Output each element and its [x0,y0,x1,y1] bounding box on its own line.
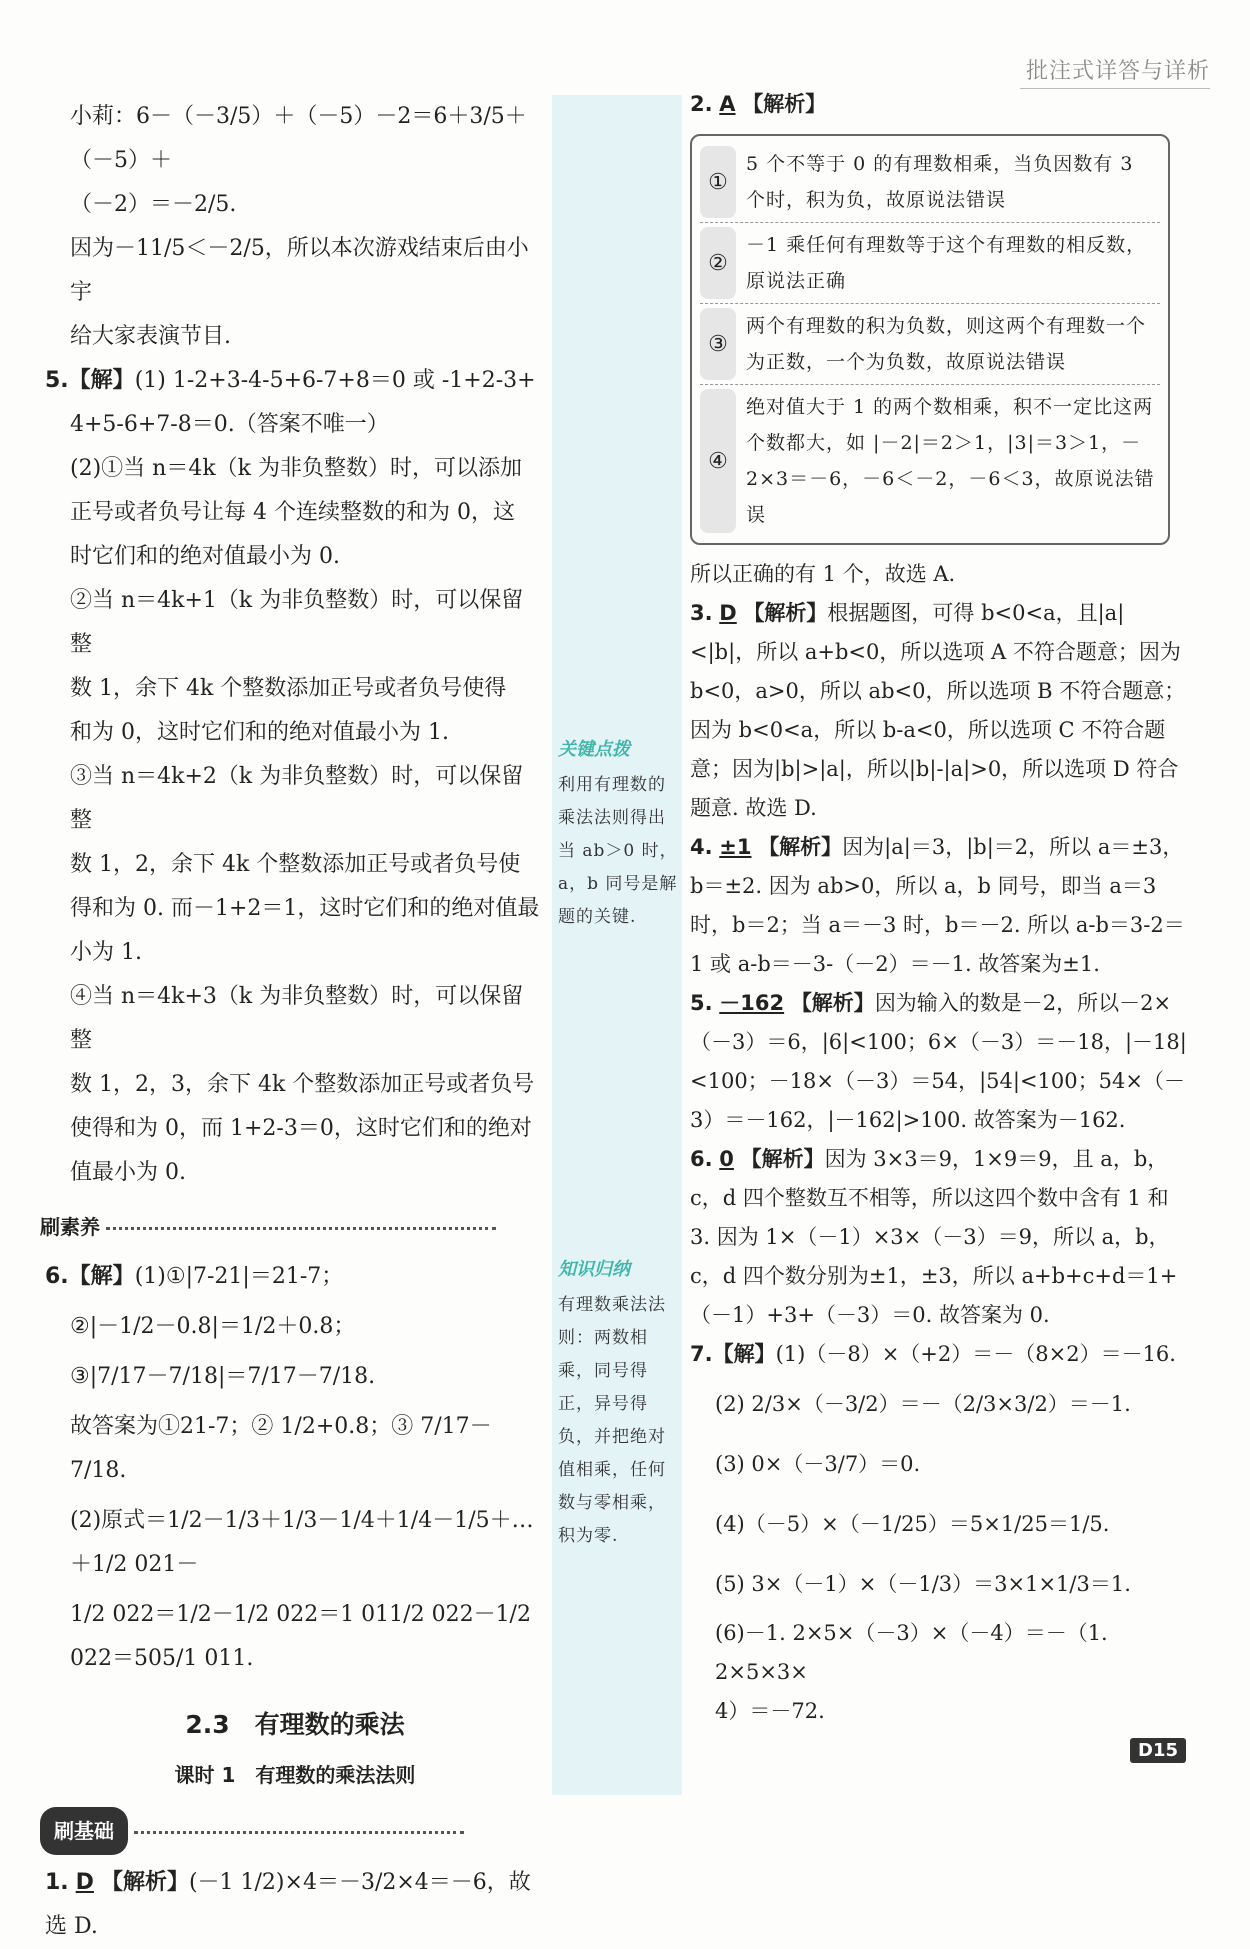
question-6-line [45,1255,545,1299]
answer: ±1 [719,835,752,859]
question-7-line [690,1335,1190,1374]
row-text: 两个有理数的积为负数，则这两个有理数一个为正数，一个为负数，故原说法错误 [746,315,1147,373]
line: 1/2 022＝1/2－1/2 022＝1 011/2 022－1/2 022＝505/1 011. [70,1602,531,1671]
side-note-knowledge-heading: 知识归纳 [558,1259,630,1280]
table-row [700,223,1160,304]
text: 根据题图，可得 b<0<a，且|a|<|b|，所以 a+b<0，所以选项 A 不符合题意；因为 b<0，a>0，所以 ab<0，所以选项 B 不符合题意；因为 b<0<a，所以 b-a<0，所以选项 C 不符合题意；因为|b|>|a|，所以|b|-|a|>0，所以选项 D 符合题意. 故选 D. [690,601,1186,820]
question-number: 5. [45,368,69,393]
table-row [700,385,1160,537]
row-text: －1 乘任何有理数等于这个有理数的相反数，原说法正确 [746,234,1147,292]
row-number: ① [700,146,736,218]
line: 和为 0，这时它们和的绝对值最小为 1. [70,720,449,745]
analysis-tag: 【解析】 [742,92,827,116]
analysis-table [690,134,1170,545]
row-number: ② [700,227,736,299]
line: (1)①|7-21|＝21-7； [134,1264,344,1289]
line: 给大家表演节目. [70,324,231,349]
line: (5) 3×（－1）×（－1/3）＝3×1×1/3＝1. [715,1572,1131,1596]
row-number: ③ [700,308,736,380]
line: (1) 1-2+3-4-5+6-7+8＝0 或 -1+2-3+ [134,368,536,393]
lesson-subtitle: 课时 1 有理数的乘法法则 [174,1763,416,1787]
line: (2) 2/3×（－3/2）＝－（2/3×3/2）＝－1. [715,1392,1131,1416]
side-note-knowledge [558,1255,678,1553]
question-5-line [45,359,545,403]
page-number: D15 [1130,1738,1186,1763]
line: (6)－1. 2×5×（－3）×（－4）＝－（1. 2×5×3× [715,1621,1108,1684]
table-row [700,142,1160,223]
line: 4+5-6+7-8＝0.（答案不唯一） [70,412,389,437]
side-note-key-points [558,735,678,934]
section-bar-shua-suyang [40,1205,545,1249]
line: ③当 n＝4k+2（k 为非负整数）时，可以保留整 [70,764,524,833]
question-4 [690,828,1190,984]
line: (2)原式＝1/2－1/3＋1/3－1/4＋1/4－1/5＋…＋1/2 021－ [70,1508,534,1577]
section-title: 2.3 有理数的乘法 [185,1710,405,1739]
line: （－2）＝－2/5. [70,192,237,217]
line: 数 1，2，余下 4k 个整数添加正号或者负号使 [70,852,521,877]
question-number: 2. [690,92,713,116]
answer: －162 [719,991,785,1015]
line: 时它们和的绝对值最小为 0. [70,544,340,569]
question-number: 4. [690,835,713,859]
question-1-line [45,1861,545,1949]
dotted-rule [106,1227,496,1230]
solution-tag: 【解】 [68,368,135,393]
analysis-tag: 【解析】 [100,1870,189,1895]
line: 使得和为 0，而 1+2-3＝0，这时它们和的绝对 [70,1116,532,1141]
row-text: 绝对值大于 1 的两个数相乘，积不一定比这两个数都大，如 |－2|＝2＞1，|3|＝3＞1，－2×3＝－6，－6＜－2，－6＜3，故原说法错误 [746,396,1155,526]
right-column [690,85,1190,1731]
line: 得和为 0. 而－1+2＝1，这时它们和的绝对值最 [70,896,540,921]
left-column [40,95,545,1949]
text: 因为|a|＝3，|b|＝2，所以 a＝±3，b＝±2. 因为 ab>0，所以 a，b 同号，即当 a＝3 时，b＝2；当 a＝－3 时，b＝－2. 所以 a-b＝3-2＝1 或 a-b＝－3-（－2）＝－1. 故答案为±1. [690,835,1185,976]
line: 因为－11/5＜－2/5，所以本次游戏结束后由小宇 [70,236,529,305]
question-number: 6. [690,1147,713,1171]
line: 小为 1. [70,940,142,965]
line: (4)（－5）×（－1/25）＝5×1/25＝1/5. [715,1512,1110,1536]
answer: 0 [719,1147,734,1171]
line: 故答案为①21-7；② 1/2+0.8；③ 7/17－7/18. [70,1414,492,1483]
question-2-line [690,85,1190,124]
line: 所以正确的有 1 个，故选 A. [690,562,956,586]
page-header: 批注式详答与详析 [1025,59,1210,84]
line: (3) 0×（－3/7）＝0. [715,1452,921,1476]
line: (2)①当 n＝4k（k 为非负整数）时，可以添加 [70,456,522,481]
question-number: 1. [45,1870,69,1895]
row-text: 5 个不等于 0 的有理数相乘，当负因数有 3 个时，积为负，故原说法错误 [746,153,1134,211]
question-number: 3. [690,601,713,625]
line: 数 1，余下 4k 个整数添加正号或者负号使得 [70,676,507,701]
side-note-knowledge-text: 有理数乘法法则：两数相乘，同号得正，异号得负，并把绝对值相乘，任何数与零相乘，积为零. [558,1295,666,1546]
line: (－1 1/2)×4＝－3/2×4＝－6，故选 D. [45,1870,531,1939]
side-notes-column [552,95,682,1795]
line: 4）＝－72. [715,1699,825,1723]
dotted-rule [134,1831,464,1834]
section-bar-shua-jichu [40,1807,545,1855]
text: 因为 3×3＝9，1×9＝9，且 a，b，c，d 四个整数互不相等，所以这四个数中含有 1 和 3. 因为 1×（－1）×3×（－3）＝9，所以 a，b，c，d 四个数分别为±1，±3，所以 a+b+c+d＝1+（－1）+3+（－3）＝0. 故答案为 0. [690,1147,1178,1327]
line: ②当 n＝4k+1（k 为非负整数）时，可以保留整 [70,588,524,657]
question-5 [690,984,1190,1140]
side-note-key-points-heading: 关键点拨 [558,739,630,760]
line: (1)（－8）×（+2）＝－（8×2）＝－16. [775,1342,1176,1366]
answer: D [75,1870,94,1895]
analysis-tag: 【解析】 [758,835,843,859]
section-label: 刷素养 [40,1215,100,1239]
line: 正号或者负号让每 4 个连续整数的和为 0，这 [70,500,515,525]
line: ③|7/17－7/18|＝7/17－7/18. [70,1364,376,1389]
line: ②|－1/2－0.8|＝1/2＋0.8； [70,1314,356,1339]
question-3 [690,594,1190,828]
question-number: 7. [690,1342,713,1366]
solution-tag: 【解】 [68,1264,135,1289]
line: ④当 n＝4k+3（k 为非负整数）时，可以保留整 [70,984,524,1053]
answer: A [719,92,736,116]
solution-tag: 【解】 [712,1342,776,1366]
line: 小莉：6－（－3/5）＋（－5）－2＝6＋3/5＋（－5）＋ [70,104,527,173]
text: 因为输入的数是－2，所以－2×（－3）＝6，|6|<100；6×（－3）＝－18，|－18|<100；－18×（－3）＝54，|54|<100；54×（－3）＝－162，|－162|>100. 故答案为－162. [690,991,1187,1132]
question-6 [690,1140,1190,1335]
line: 值最小为 0. [70,1160,186,1185]
table-row [700,304,1160,385]
question-number: 5. [690,991,713,1015]
section-label: 刷基础 [40,1807,128,1855]
question-number: 6. [45,1264,69,1289]
analysis-tag: 【解析】 [790,991,875,1015]
answer: D [719,601,737,625]
analysis-tag: 【解析】 [743,601,828,625]
side-note-key-points-text: 利用有理数的乘法法则得出当 ab＞0 时，a，b 同号是解题的关键. [558,775,678,927]
analysis-tag: 【解析】 [740,1147,825,1171]
line: 数 1，2，3，余下 4k 个整数添加正号或者负号 [70,1072,535,1097]
row-number: ④ [700,389,736,533]
